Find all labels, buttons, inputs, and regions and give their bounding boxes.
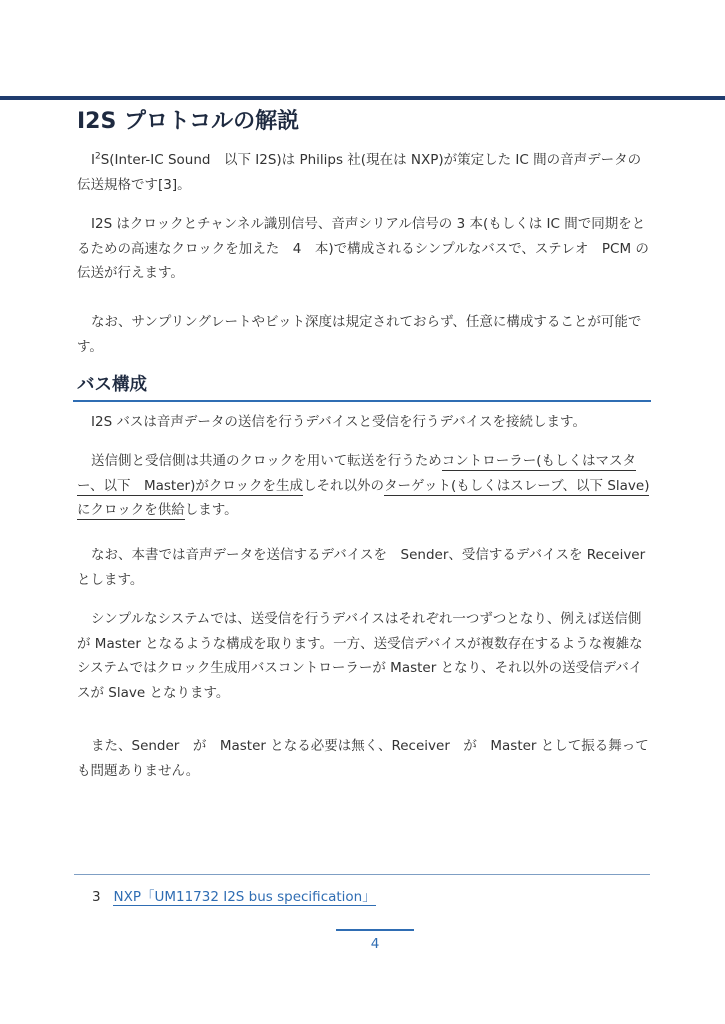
footnote-rule <box>74 874 650 875</box>
footnote-number: 3 <box>92 889 101 905</box>
intro-paragraph: $I^2S(Inter-IC$ Sound 以下 I2S)は Philips 社(現在は NXP)が策定した IC 間の音声データの伝送規格です[3]。 <box>77 151 642 193</box>
page-number: 4 <box>370 936 380 952</box>
header-rule <box>0 96 725 100</box>
page-title: I2S プロトコルの解説 <box>77 109 300 134</box>
paragraph-master-note: また、Sender が Master となる必要は無く、Receiver が Master として振る舞っても問題ありません。 <box>77 738 649 779</box>
paragraph-systems: シンプルなシステムでは、送受信を行うデバイスはそれぞれ一つずつとなり、例えば送信側が Master となるような構成を取ります。一方、送受信デバイスが複数存在するような複雑なシステムではクロック生成用バスコントローラーが Master となり、それ以外の送受信デバイスが Slave となります。 <box>77 611 643 701</box>
paragraph-i2s-overview: I2S はクロックとチャンネル識別信号、音声シリアル信号の 3 本(もしくは IC 間で同期をとるための高速なクロックを加えた 4 本)で構成されるシンプルなバスで、ステレオ PCM の伝送が行えます。 <box>77 216 649 281</box>
page-number-rule <box>336 929 414 931</box>
footnote <box>92 886 376 908</box>
paragraph-clock: 送信側と受信側は共通のクロックを用いて転送を行うためコントローラー(もしくはマスター、以下 Master)がクロックを生成しそれ以外のターゲット(もしくはスレーブ、以下 Slave)にクロックを供給します。 <box>77 453 650 518</box>
underlined-target: ターゲット(もしくはスレーブ、以下 Slave)にクロックを供給 <box>77 477 650 518</box>
section-rule <box>73 400 651 402</box>
paragraph-sampling-note: なお、サンプリングレートやビット深度は規定されておらず、任意に構成することが可能です。 <box>77 314 642 355</box>
paragraph-bus-intro: I2S バスは音声データの送信を行うデバイスと受信を行うデバイスを接続します。 <box>91 414 586 430</box>
footnote-link[interactable]: NXP「UM11732 I2S bus specification」 <box>113 889 376 905</box>
section-title-bus: バス構成 <box>77 375 147 395</box>
underlined-controller: コントローラー(もしくはマスター、以下 Master)がクロックを生成 <box>77 453 637 494</box>
paragraph-sender-receiver: なお、本書では音声データを送信するデバイスを Sender、受信するデバイスを Receiver とします。 <box>77 547 646 588</box>
intro-lead: $I^2S(Inter-IC$ Sound 以下 I2S) <box>91 151 282 168</box>
